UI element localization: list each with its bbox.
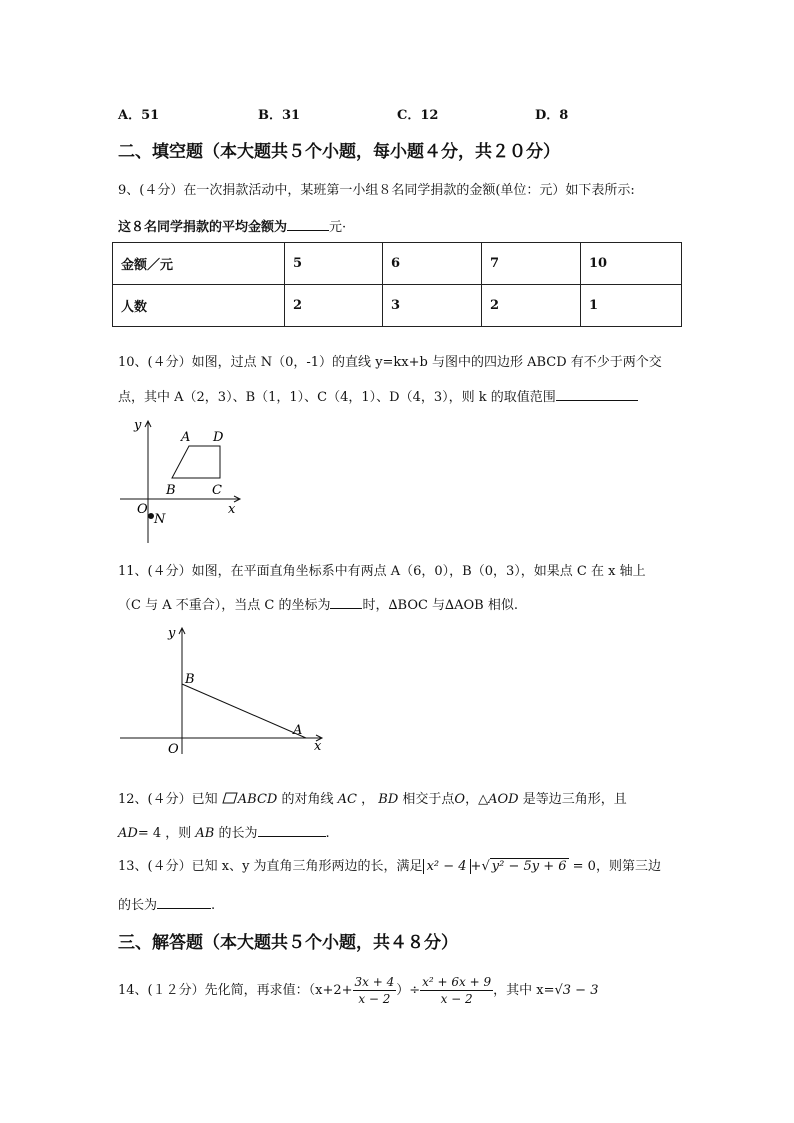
q14-f2-denominator: x − 2 — [440, 992, 473, 1006]
q13-abs-expr: x² − 4 — [423, 859, 471, 874]
q11-answer-blank[interactable] — [330, 594, 362, 609]
table-cell: 10 — [581, 243, 682, 285]
q13-line2-post: . — [211, 898, 216, 913]
q10-line1: 10、(４分）如图，过点 N（0，-1）的直线 y=kx+b 与图中的四边形 ABCD 有不少于两个交 — [118, 355, 662, 370]
q13-plus: + — [470, 859, 482, 874]
q11-line1: 11、(４分）如图，在平面直角坐标系中有两点 A（6，0），B（0，3），如果点 C 在 x 轴上 — [118, 564, 646, 579]
q12-text-7: 相交于点 — [402, 792, 455, 807]
table-row — [113, 285, 682, 327]
option-c: C．12 — [397, 108, 439, 123]
q12-o: O — [454, 792, 466, 807]
q11-figure — [116, 622, 330, 758]
q13-line2 — [118, 894, 215, 916]
q11-label-o: O — [168, 742, 179, 757]
table-cell: 2 — [285, 285, 383, 327]
q9-line2-post: 元· — [329, 220, 347, 235]
q13-answer-blank[interactable] — [157, 894, 211, 909]
q10-line2 — [118, 386, 638, 408]
q13-pre: 13、(４分）已知 x、y 为直角三角形两边的长，满足 — [118, 859, 423, 874]
parallelogram-icon — [222, 791, 238, 803]
option-a: A．51 — [118, 108, 160, 123]
q11-label-a: A — [293, 723, 303, 738]
q11-line2-pre: （C 与 A 不重合），当点 C 的坐标为 — [118, 598, 331, 613]
donation-table — [112, 242, 682, 327]
table-row — [113, 243, 682, 285]
q12-triangle-aod: △AOD — [478, 792, 519, 807]
q14-f2-numerator: x² + 6x + 9 — [422, 975, 492, 989]
table-cell: 3 — [383, 285, 482, 327]
q12-answer-blank[interactable] — [258, 822, 326, 837]
q14-line — [118, 974, 598, 1008]
q12-text-3: 的对角线 — [281, 792, 334, 807]
table-cell: 6 — [383, 243, 482, 285]
q9-line2 — [118, 216, 346, 238]
q10-label-n: N — [154, 512, 166, 527]
q12-bd: BD — [378, 792, 399, 807]
q10-line2-text: 点，其中 A（2，3）、B（1，1）、C（4，1）、D（4，3），则 k 的取值范围 — [118, 390, 556, 405]
q14-div: ）÷ — [396, 983, 421, 998]
q9-line2-pre: 这８名同学捐款的平均金额为 — [118, 220, 288, 235]
table-cell: 7 — [482, 243, 581, 285]
q14-fraction-1 — [353, 974, 397, 1007]
q13-eq: = 0 — [572, 859, 596, 874]
q11-line2-post: 时，∆BOC 与∆AOB 相似. — [362, 598, 519, 613]
q12-line2 — [118, 822, 330, 844]
q10-label-o: O — [137, 502, 148, 517]
q9-line1: 9、(４分）在一次捐款活动中，某班第一小组８名同学捐款的金额(单位：元）如下表所示: — [118, 183, 635, 198]
section-title-fill-in: 二、填空题（本大题共５个小题，每小题４分，共２０分） — [118, 142, 560, 162]
table-cell: 人数 — [113, 285, 285, 327]
quadrilateral-abcd — [172, 446, 220, 478]
q14-value: √3 − 3 — [554, 983, 599, 998]
q12-text-5: ， — [361, 792, 375, 807]
q10-label-c: C — [212, 483, 222, 498]
q10-answer-blank[interactable] — [556, 386, 638, 401]
q10-figure — [116, 415, 246, 547]
q12-period: . — [325, 826, 330, 841]
q10-label-a: A — [181, 430, 191, 445]
q10-label-y: y — [134, 418, 142, 433]
table-cell: 金额／元 — [113, 243, 285, 285]
q12-text-1: 12、(４分）已知 — [118, 792, 218, 807]
q14-fraction-2 — [420, 974, 493, 1007]
q11-label-x: x — [314, 739, 322, 754]
q14-post: ，其中 x= — [493, 983, 555, 998]
q14-f1-denominator: x − 2 — [358, 992, 391, 1006]
q14-pre: 14、(１２分）先化简，再求值：（x+2+ — [118, 983, 353, 998]
q10-label-x: x — [228, 502, 236, 517]
section-title-solve: 三、解答题（本大题共５个小题，共４８分） — [118, 933, 458, 953]
q12-eq4: = 4 — [137, 826, 162, 841]
q9-answer-blank[interactable] — [287, 216, 329, 231]
q12-text-11: 是等边三角形，且 — [522, 792, 627, 807]
q12-ac: AC — [337, 792, 357, 807]
q12-ab: AB — [195, 826, 215, 841]
q13-line1 — [118, 857, 661, 877]
q12-text-9: ， — [465, 792, 479, 807]
q13-post: ，则第三边 — [595, 859, 661, 874]
q12-text-ze: ，则 — [165, 826, 192, 841]
sqrt-icon: √ — [481, 859, 490, 874]
q12-abcd: ABCD — [237, 792, 278, 807]
q14-f1-numerator: 3x + 4 — [354, 975, 395, 989]
q12-line1 — [118, 790, 627, 810]
q13-line2-pre: 的长为 — [118, 898, 158, 913]
option-b: B．31 — [258, 108, 301, 123]
q12-ad: AD — [118, 826, 138, 841]
q10-label-b: B — [166, 483, 176, 498]
q11-label-y: y — [168, 626, 176, 641]
q13-sqrt-expr: y² − 5y + 6 — [491, 859, 567, 874]
table-cell: 1 — [581, 285, 682, 327]
q12-text-len: 的长为 — [218, 826, 258, 841]
option-d: D．8 — [535, 108, 569, 123]
q10-label-d: D — [213, 430, 224, 445]
q11-label-b: B — [185, 672, 195, 687]
q11-line2 — [118, 594, 518, 616]
table-cell: 5 — [285, 243, 383, 285]
table-cell: 2 — [482, 285, 581, 327]
segment-ab — [182, 684, 306, 738]
